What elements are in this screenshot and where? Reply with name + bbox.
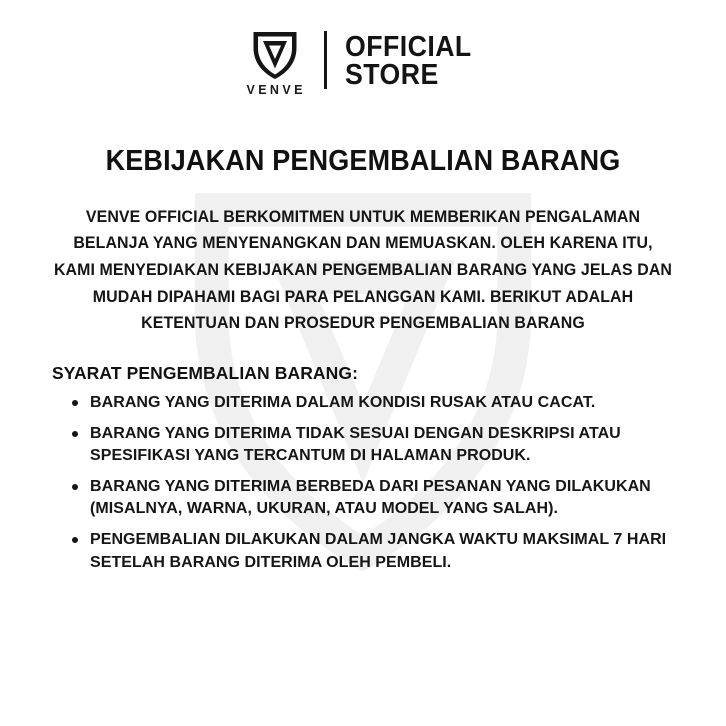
- list-item: PENGEMBALIAN DILAKUKAN DALAM JANGKA WAKTU MAKSIMAL 7 HARI SETELAH BARANG DITERIMA OLEH PEMBELI.: [70, 529, 682, 573]
- brand-mark: [243, 30, 305, 97]
- section-heading: SYARAT PENGEMBALIAN BARANG:: [52, 363, 359, 384]
- requirements-section: [52, 363, 682, 574]
- list-item: BARANG YANG DITERIMA BERBEDA DARI PESANAN YANG DILAKUKAN (MISALNYA, WARNA, UKURAN, ATAU MODEL YANG SALAH).: [70, 476, 682, 520]
- venve-shield-logo-icon: [249, 30, 301, 80]
- brand-wordmark: VENVE: [246, 83, 306, 97]
- official-line-2: STORE: [344, 59, 439, 92]
- page-title: KEBIJAKAN PENGEMBALIAN BARANG: [105, 144, 621, 177]
- intro-paragraph: VENVE OFFICIAL BERKOMITMEN UNTUK MEMBERIKAN PENGALAMAN BELANJA YANG MENYENANGKAN DAN MEMUASKAN. OLEH KARENA ITU, KAMI MENYEDIAKAN KEBIJAKAN PENGEMBALIAN BARANG YANG JELAS DAN MUDAH DIPAHAMI BAGI PARA PELANGGAN KAMI. BERIKUT ADALAH KETENTUAN DAN PROSEDUR PENGEMBALIAN BARANG: [53, 207, 673, 333]
- brand-divider: [324, 31, 327, 89]
- list-item: BARANG YANG DITERIMA TIDAK SESUAI DENGAN DESKRIPSI ATAU SPESIFIKASI YANG TERCANTUM DI HALAMAN PRODUK.: [70, 423, 682, 467]
- brand-header: [0, 0, 726, 97]
- list-item: BARANG YANG DITERIMA DALAM KONDISI RUSAK ATAU CACAT.: [70, 392, 682, 414]
- requirements-list: [52, 392, 682, 574]
- official-store-text: [344, 30, 472, 94]
- official-line-1: OFFICIAL: [344, 30, 472, 63]
